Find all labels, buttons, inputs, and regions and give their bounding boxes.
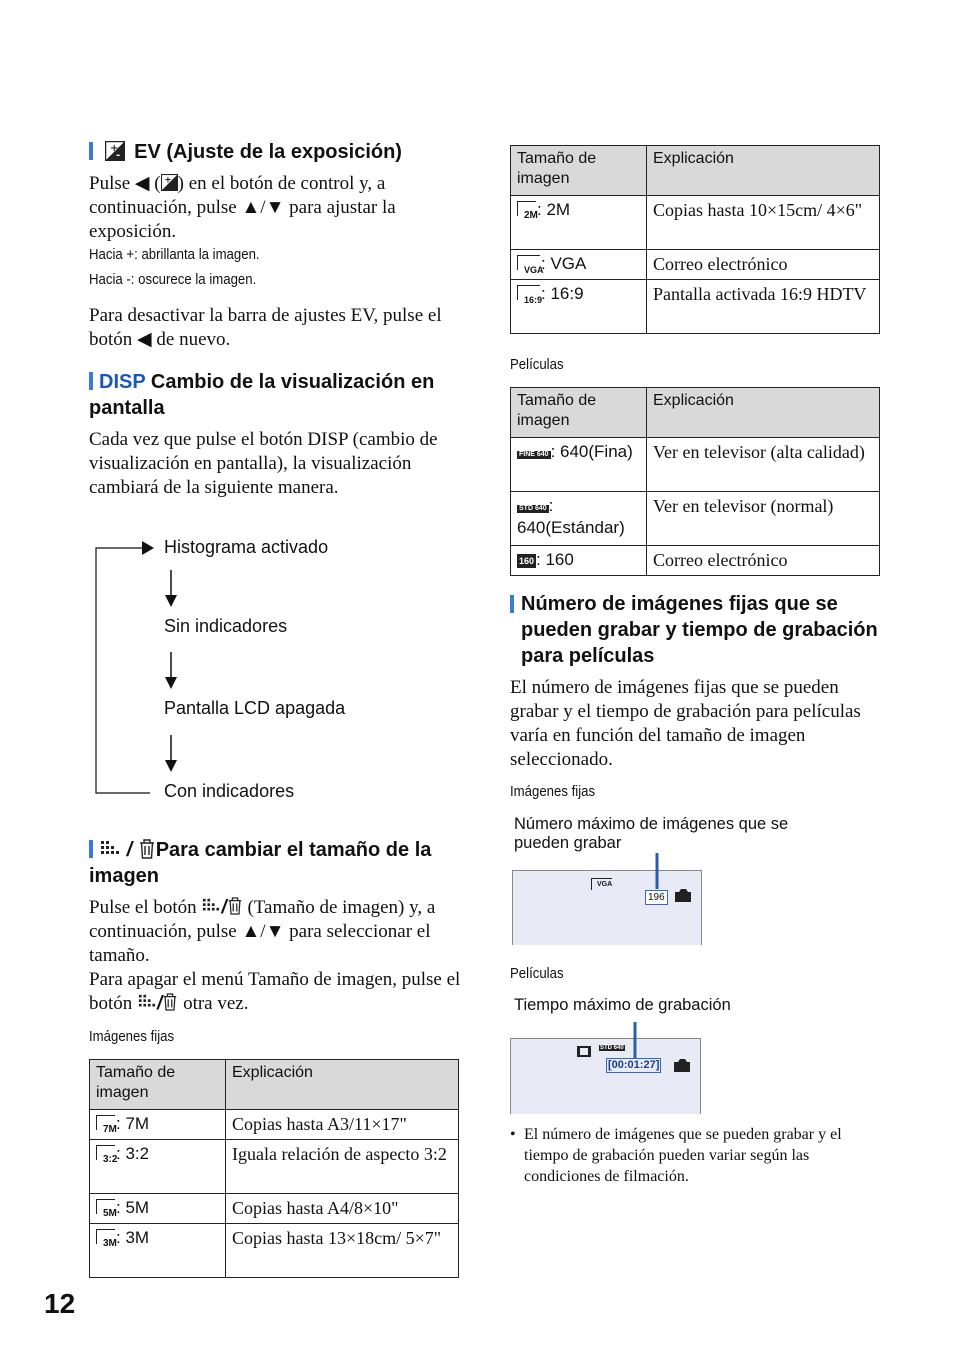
heading-bar: [89, 142, 93, 160]
bullet: •: [510, 1126, 516, 1143]
size-title: Para cambiar el tamaño de la imagen: [89, 839, 432, 887]
size-16-9-icon: 16:9: [517, 285, 540, 300]
size-2m-icon: 2M: [517, 201, 536, 216]
remaining-time: [00:01:27]: [608, 1059, 660, 1071]
note-item: [510, 1124, 880, 1187]
header-size: Tamaño de imagen: [511, 146, 647, 196]
count-heading: [510, 591, 890, 669]
heading-bar: [89, 840, 93, 858]
note-text: El número de imágenes que se pueden grabar y el tiempo de grabación pueden variar según las condiciones de filmación.: [524, 1126, 842, 1185]
movies-caption: Películas: [510, 356, 564, 373]
table-row: [90, 1140, 459, 1194]
image-size-icon: [99, 839, 121, 859]
table-row: [90, 1224, 459, 1278]
ev-icon: [105, 141, 125, 161]
disp-heading: [89, 369, 459, 421]
disp-label: DISP: [99, 371, 146, 393]
table-row: [511, 492, 880, 546]
header-expl: Explicación: [647, 388, 880, 438]
lcd-still-preview: [512, 870, 702, 945]
remaining-shots-count: 196: [645, 890, 668, 905]
size-value: : 2M: [537, 200, 571, 219]
size-text-a: Pulse el botón: [89, 897, 197, 918]
table-header-row: [511, 146, 880, 196]
size-value: : 3:2: [116, 1144, 150, 1163]
size-text-d: otra vez.: [183, 993, 249, 1014]
size-value: : 5M: [116, 1198, 150, 1217]
flow-step-1: Histograma activado: [164, 537, 329, 557]
expl-value: Ver en televisor (alta calidad): [647, 438, 880, 492]
lcd-movie-preview: [510, 1038, 701, 1114]
still-max-label: Número máximo de imágenes que se pueden grabar: [514, 815, 789, 852]
ev-heading: [89, 139, 402, 165]
ev-title: EV (Ajuste de la exposición): [134, 141, 402, 163]
disp-title: Cambio de la visualización en pantalla: [89, 371, 435, 419]
page-number: 12: [44, 1288, 76, 1319]
flow-step-2: Sin indicadores: [164, 616, 288, 636]
table-row: [511, 280, 880, 334]
expl-value: Correo electrónico: [647, 546, 880, 576]
count-title: Número de imágenes fijas que se pueden grabar y tiempo de grabación para películas: [521, 593, 878, 667]
movie-pointer-line: [633, 1022, 637, 1058]
header-expl: Explicación: [647, 146, 880, 196]
trash-icon: [138, 838, 156, 860]
vga-size-icon: VGA: [591, 878, 612, 890]
table-still-sizes-2: [510, 145, 880, 334]
image-size-icon: [201, 897, 221, 915]
size-text-b: (Tamaño de imagen) y, a continuación, pulse ▲/▼ para seleccionar el tamaño.: [89, 897, 436, 966]
ev-line-plus: Hacia +: abrillanta la imagen.: [89, 246, 260, 263]
svg-text:-: -: [115, 150, 120, 161]
still-images-caption: Imágenes fijas: [89, 1028, 175, 1045]
movie-fine-icon: FINE 640: [519, 451, 549, 458]
table-header-row: [511, 388, 880, 438]
expl-value: Correo electrónico: [647, 250, 880, 280]
header-expl: Explicación: [226, 1060, 459, 1110]
trash-icon: [227, 896, 243, 916]
trash-icon: [162, 992, 178, 1012]
size-vga-icon: VGA: [517, 255, 540, 270]
size-value: : 7M: [116, 1114, 150, 1133]
flow-step-4: Con indicadores: [164, 781, 295, 801]
size-3m-icon: 3M: [96, 1229, 115, 1244]
expl-value: Iguala relación de aspecto 3:2: [226, 1140, 459, 1194]
size-text-c: Para apagar el menú Tamaño de imagen, pulse el botón: [89, 969, 461, 1014]
header-size: Tamaño de imagen: [90, 1060, 226, 1110]
size-value: : 640(Estándar): [517, 496, 625, 537]
memory-card-icon: [673, 1058, 691, 1073]
expl-value: Pantalla activada 16:9 HDTV: [647, 280, 880, 334]
expl-value: Ver en televisor (normal): [647, 492, 880, 546]
movie-std-icon: STD 640: [600, 1045, 624, 1051]
ev-text-a: Pulse ◀ (: [89, 173, 161, 194]
expl-value: Copias hasta 13×18cm/ 5×7": [226, 1224, 459, 1278]
size-value: : 3M: [116, 1228, 150, 1247]
svg-text:+: +: [164, 175, 172, 186]
image-size-icon: [137, 993, 157, 1011]
count-paragraph: El número de imágenes fijas que se pueden grabar y el tiempo de grabación para películas varía en función del tamaño de imagen seleccionado.: [510, 677, 861, 770]
movie-max-label: Tiempo máximo de grabación: [514, 996, 731, 1014]
table-row: [511, 546, 880, 576]
size-3-2-icon: 3:2: [96, 1145, 115, 1160]
still-pointer-line: [655, 853, 659, 889]
ev-line-minus: Hacia -: oscurece la imagen.: [89, 271, 257, 288]
disp-paragraph: Cada vez que pulse el botón DISP (cambio de visualización en pantalla), la visualización cambiará de la siguiente manera.: [89, 429, 438, 498]
size-value: : VGA: [541, 254, 587, 273]
size-value: : 160: [536, 550, 574, 569]
disp-flow-arrows: [90, 535, 180, 800]
count-movie-caption: Películas: [510, 965, 564, 982]
svg-text:+: +: [109, 143, 118, 154]
table-row: [90, 1194, 459, 1224]
expl-value: Copias hasta A4/8×10": [226, 1194, 459, 1224]
memory-card-icon: [674, 888, 692, 903]
heading-bar: [89, 372, 93, 390]
table-row: [511, 250, 880, 280]
expl-value: Copias hasta 10×15cm/ 4×6": [647, 196, 880, 250]
size-value: : 16:9: [541, 284, 584, 303]
size-paragraph-2: Para apagar el menú Tamaño de imagen, pulse el botón / otra vez.: [89, 969, 461, 1014]
table-row: [90, 1110, 459, 1140]
size-7m-icon: 7M: [96, 1115, 115, 1130]
ev-text-b: ) en el botón de control y, a continuación, pulse ▲/▼ para ajustar la exposición.: [89, 173, 396, 242]
ev-inline-icon: [161, 174, 178, 191]
size-value: : 640(Fina): [550, 442, 633, 461]
movie-std-icon: STD 640: [519, 505, 547, 512]
flow-step-3: Pantalla LCD apagada: [164, 698, 346, 718]
film-icon: [577, 1046, 591, 1057]
table-movie-sizes: [510, 387, 880, 576]
size-5m-icon: 5M: [96, 1199, 115, 1214]
heading-bar: [510, 595, 514, 613]
ev-off-paragraph: Para desactivar la barra de ajustes EV, pulse el botón ◀ de nuevo.: [89, 305, 442, 350]
ev-paragraph: [89, 172, 459, 244]
size-paragraph-1: Pulse el botón / (Tamaño de imagen) y, a continuación, pulse ▲/▼ para seleccionar el tamaño.: [89, 897, 436, 966]
size-heading: [89, 837, 459, 889]
expl-value: Copias hasta A3/11×17": [226, 1110, 459, 1140]
table-row: [511, 196, 880, 250]
header-size: Tamaño de imagen: [511, 388, 647, 438]
table-row: [511, 438, 880, 492]
table-still-sizes-1: [89, 1059, 459, 1278]
table-header-row: [90, 1060, 459, 1110]
slash-separator: /: [126, 839, 133, 861]
movie-160-icon: 160: [519, 556, 535, 566]
count-still-caption: Imágenes fijas: [510, 783, 596, 800]
